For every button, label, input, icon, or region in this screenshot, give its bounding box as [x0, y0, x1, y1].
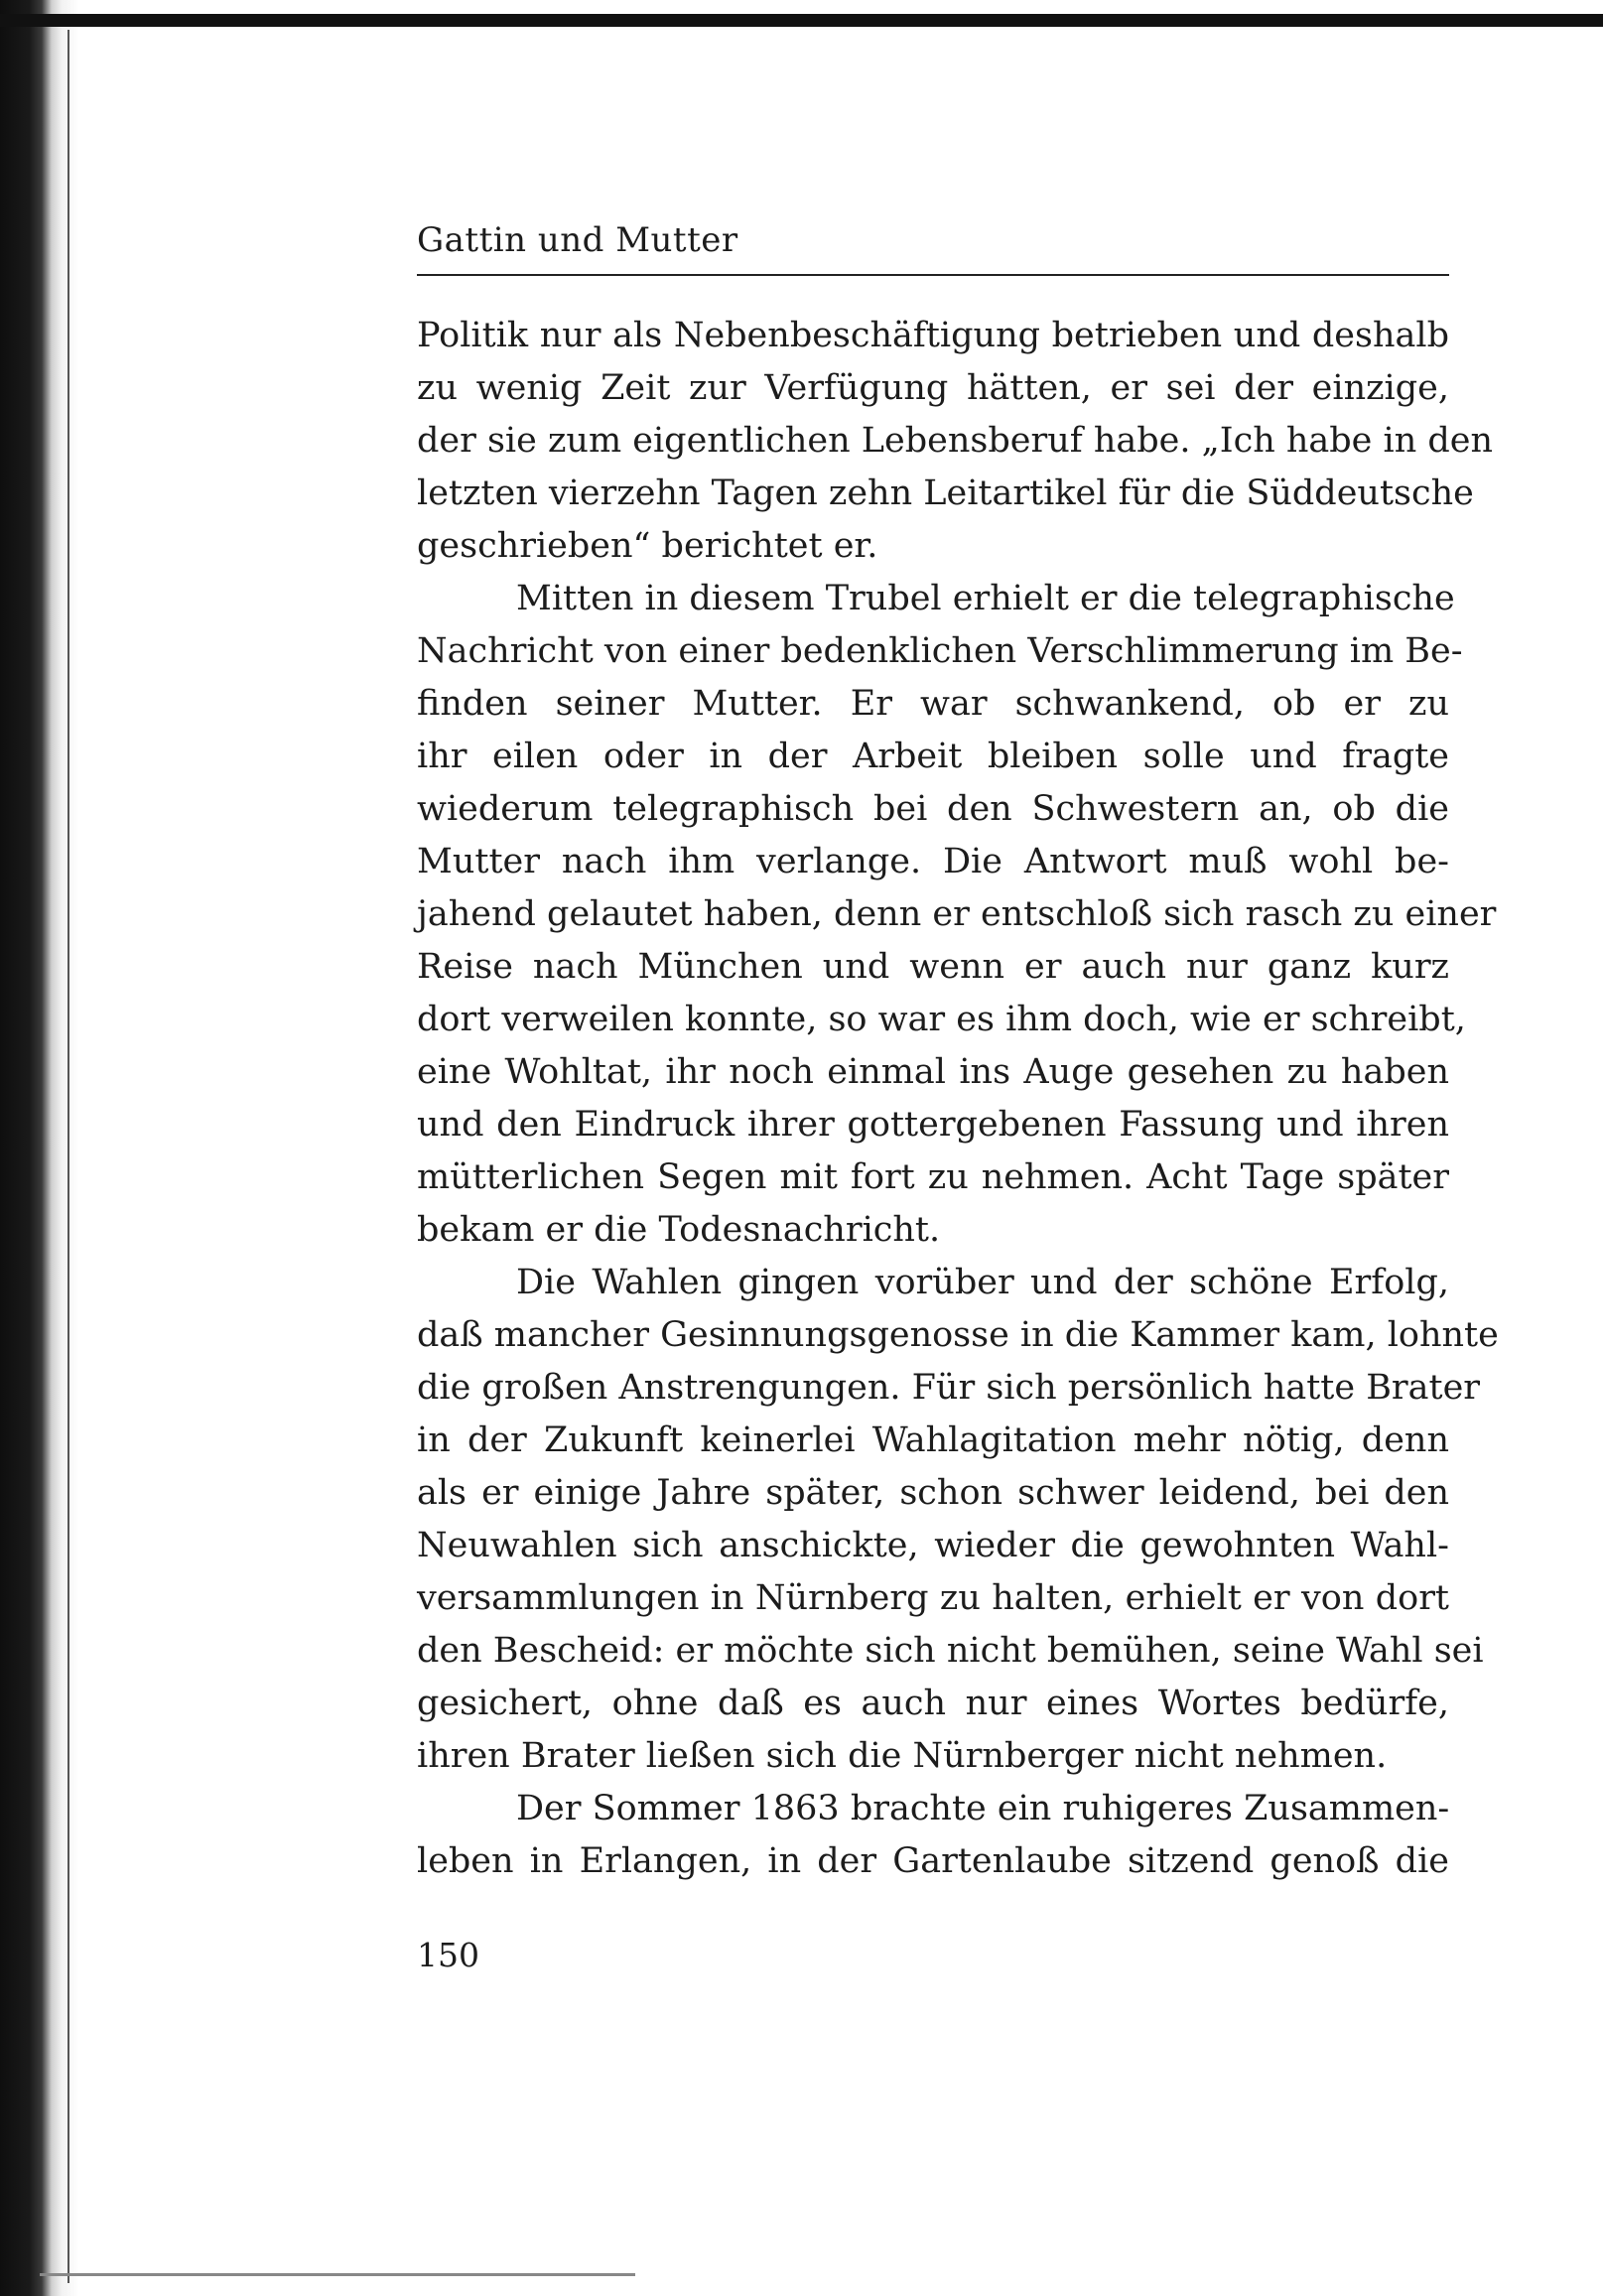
text-line: geschrieben“ berichtet er. — [417, 526, 878, 566]
text-line: Mutter nach ihm verlange. Die Antwort muß wohl be- — [417, 842, 1449, 881]
book-page — [417, 0, 1499, 2296]
text-line: ihr eilen oder in der Arbeit bleiben solle und fragte — [417, 737, 1449, 776]
text-line: der sie zum eigentlichen Lebensberuf habe. „Ich habe in den — [417, 421, 1494, 461]
body-text — [417, 310, 1499, 1888]
text-line: dort verweilen konnte, so war es ihm doch, wie er schreibt, — [417, 1000, 1466, 1039]
header-rule — [417, 274, 1449, 276]
text-line: Nachricht von einer bedenklichen Verschlimmerung im Be- — [417, 631, 1463, 671]
text-line: Mitten in diesem Trubel erhielt er die telegraphische — [516, 579, 1455, 618]
text-line: gesichert, ohne daß es auch nur eines Wortes bedürfe, — [417, 1684, 1449, 1723]
text-line: leben in Erlangen, in der Gartenlaube sitzend genoß die — [417, 1841, 1449, 1881]
text-line: Die Wahlen gingen vorüber und der schöne Erfolg, — [516, 1263, 1449, 1302]
text-line: finden seiner Mutter. Er war schwankend, ob er zu — [417, 684, 1449, 724]
text-line: Politik nur als Nebenbeschäftigung betrieben und deshalb — [417, 316, 1449, 355]
text-line: wiederum telegraphisch bei den Schwestern an, ob die — [417, 789, 1449, 829]
text-line: jahend gelautet haben, denn er entschloß sich rasch zu einer — [417, 894, 1497, 934]
text-line: den Bescheid: er möchte sich nicht bemühen, seine Wahl sei — [417, 1631, 1484, 1671]
text-line: ihren Brater ließen sich die Nürnberger nicht nehmen. — [417, 1736, 1388, 1776]
page-number: 150 — [417, 1936, 479, 1974]
text-line: letzten vierzehn Tagen zehn Leitartikel für die Süddeutsche — [417, 473, 1474, 513]
text-line: und den Eindruck ihrer gottergebenen Fassung und ihren — [417, 1105, 1449, 1145]
text-line: daß mancher Gesinnungsgenosse in die Kammer kam, lohnte — [417, 1315, 1499, 1355]
text-line: als er einige Jahre später, schon schwer leidend, bei den — [417, 1473, 1449, 1513]
text-line: versammlungen in Nürnberg zu halten, erhielt er von dort — [417, 1578, 1449, 1618]
text-line: eine Wohltat, ihr noch einmal ins Auge gesehen zu haben — [417, 1052, 1449, 1092]
text-line: Der Sommer 1863 brachte ein ruhigeres Zusammen- — [516, 1789, 1450, 1828]
text-line: Reise nach München und wenn er auch nur ganz kurz — [417, 947, 1449, 987]
text-line: mütterlichen Segen mit fort zu nehmen. Acht Tage später — [417, 1157, 1449, 1197]
book-gutter-line — [67, 30, 69, 2283]
text-line: bekam er die Todesnachricht. — [417, 1210, 941, 1250]
text-line: in der Zukunft keinerlei Wahlagitation mehr nötig, denn — [417, 1420, 1449, 1460]
text-line: Neuwahlen sich anschickte, wieder die gewohnten Wahl- — [417, 1526, 1449, 1565]
text-line: zu wenig Zeit zur Verfügung hätten, er sei der einzige, — [417, 368, 1449, 408]
book-spine-shadow — [0, 0, 99, 2296]
running-head: Gattin und Mutter — [417, 220, 738, 260]
text-line: die großen Anstrengungen. Für sich persönlich hatte Brater — [417, 1368, 1481, 1408]
